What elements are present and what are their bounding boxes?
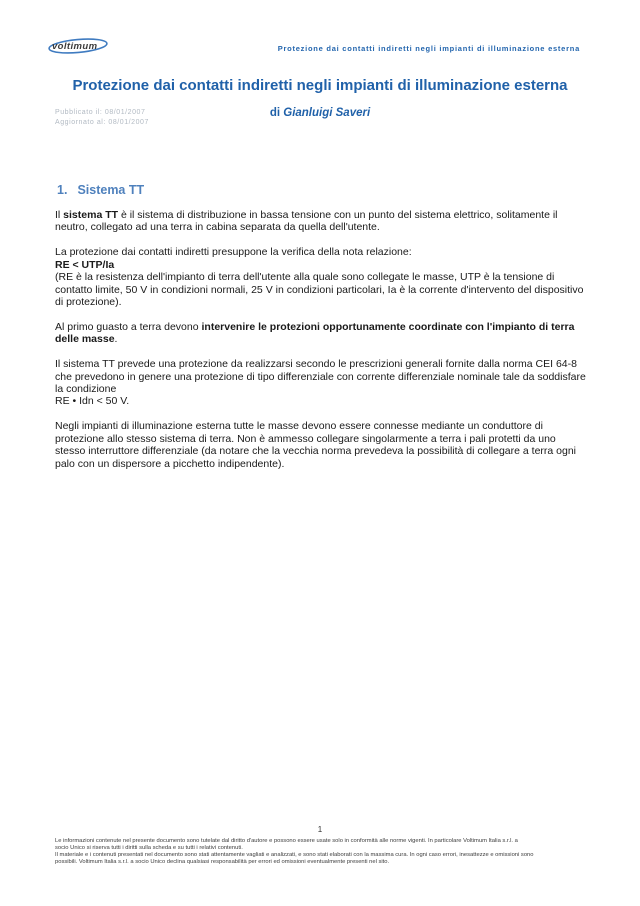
- byline-prefix: di: [269, 107, 284, 119]
- updated-date: Aggiornato al: 08/01/2007: [55, 119, 149, 126]
- formula-re-utp-ia: RE < UTP/Ia: [55, 258, 115, 271]
- formula-re-idn: RE • Idn < 50 V.: [55, 395, 130, 408]
- document-body: [55, 209, 588, 482]
- text-run: Al primo guasto a terra devono: [55, 320, 202, 333]
- paragraph-norma-cei: [55, 358, 588, 408]
- text-run: Negli impianti di illuminazione esterna tutte le masse devono essere connesse mediante un conduttore di protezione allo stesso sistema di terra. Non è ammesso collegare singolarmente a terra i pali protetti da uno stesso interruttore differenziale (da notare che la vecchia norma prevedeva la possibilità di collegare a terra ogni palo con un dispersore a picchetto indipendente).: [55, 420, 577, 470]
- footer-line: Il materiale e i contenuti presentati nel documento sono stati attentamente vagliati e analizzati, e sono stati elaborati con la massima cura. In ogni caso errori, inesattezze e omissioni sono: [55, 851, 534, 858]
- paragraph-illuminazione-esterna: [55, 420, 588, 470]
- logo-swoosh-icon: [46, 35, 134, 57]
- page-number: 1: [317, 825, 323, 834]
- text-run: Il: [55, 209, 64, 221]
- voltimum-logo: [46, 35, 134, 57]
- text-line: Il sistema TT prevede una protezione da realizzarsi secondo le prescrizioni generali fornite dalla norma CEI 64-8 che prevedono in genere una protezione di tipo differenziale con corrente differenziale nominale tale da soddisfare la condizione: [55, 358, 586, 395]
- byline: [0, 107, 640, 119]
- logo-text: voltimum: [52, 41, 98, 52]
- paragraph-relazione: [55, 246, 588, 308]
- running-header: Protezione dai contatti indiretti negli impianti di illuminazione esterna: [277, 44, 580, 53]
- footer-line: possibili. Voltimum Italia s.r.l. a socio Unico declina qualsiasi responsabilità per errori ed omissioni eventualmente presenti nel sito.: [55, 858, 390, 865]
- text-run-bold: intervenire le protezioni opportunamente coordinate con l'impianto di terra delle masse: [55, 320, 575, 346]
- section-heading-sistema-tt: [57, 183, 144, 197]
- paragraph-primo-guasto: [55, 321, 588, 346]
- text-line: La protezione dai contatti indiretti presuppone la verifica della nota relazione:: [55, 246, 412, 259]
- text-run: .: [114, 333, 118, 346]
- text-line: (RE è la resistenza dell'impianto di terra dell'utente alla quale sono collegate le masse, UTP è la tensione di contatto limite, 50 V in condizioni normali, 25 V in condizioni particolari, Ia è la corrente d'intervento del dispositivo di protezione).: [55, 271, 584, 308]
- text-run-bold: sistema TT: [63, 209, 119, 221]
- section-number: 1.: [57, 183, 68, 197]
- text-run: è il sistema di distribuzione in bassa tensione con un punto del sistema elettrico, solitamente il neutro, collegato ad una terra in cabina separata da quella dell'utente.: [55, 209, 558, 234]
- published-date: Pubblicato il: 08/01/2007: [55, 109, 146, 116]
- footer-line: socio Unico si riserva tutti i diritti sulla scheda e su tutti i relativi contenuti.: [55, 844, 243, 851]
- author-name: Gianluigi Saveri: [283, 107, 371, 119]
- paragraph-sistema-tt-definition: [55, 209, 588, 234]
- footer-legal-text: [55, 838, 595, 866]
- footer-line: Le informazioni contenute nel presente documento sono tutelate dal diritto d'autore e possono essere usate solo in conformità alle norme vigenti. In particolare Voltimum Italia s.r.l. a: [55, 838, 518, 844]
- page-title: Protezione dai contatti indiretti negli impianti di illuminazione esterna: [72, 77, 568, 94]
- section-title: Sistema TT: [77, 183, 145, 197]
